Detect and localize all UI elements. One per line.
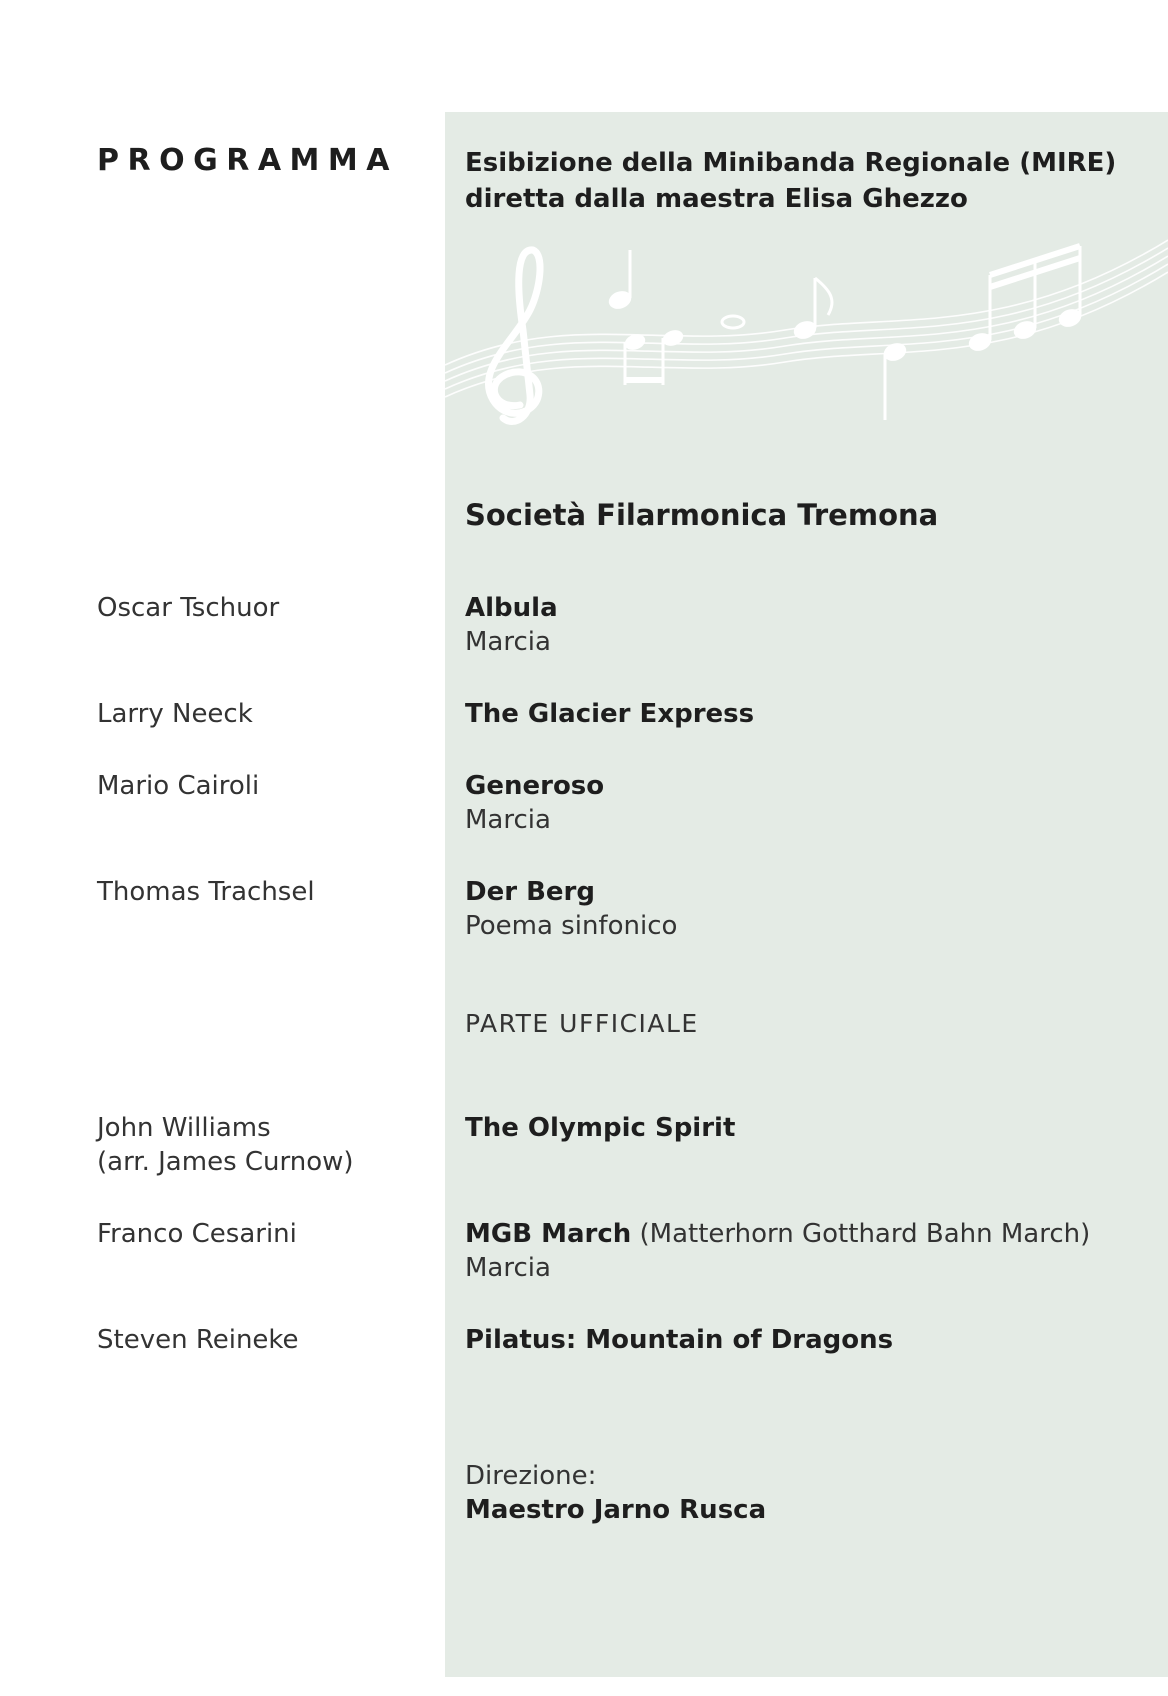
piece-subtitle: Marcia (465, 627, 551, 657)
piece-title: Albula (465, 593, 558, 623)
conductor-name: Maestro Jarno Rusca (465, 1495, 767, 1525)
piece (465, 769, 604, 837)
piece-title: Der Berg (465, 877, 595, 907)
piece (465, 1323, 893, 1357)
piece-subtitle: Marcia (465, 805, 551, 835)
page-title: PROGRAMMA (97, 143, 398, 178)
piece-title: Generoso (465, 771, 605, 801)
composer: Mario Cairoli (97, 771, 260, 801)
piece-title-note: (Matterhorn Gotthard Bahn March) (631, 1219, 1091, 1249)
composer: Steven Reineke (97, 1325, 299, 1355)
composer: Franco Cesarini (97, 1219, 297, 1249)
composer (97, 1111, 354, 1179)
piece-subtitle: Poema sinfonico (465, 911, 678, 941)
piece (465, 591, 558, 659)
piece-title: Pilatus: Mountain of Dragons (465, 1325, 894, 1355)
piece (465, 875, 677, 943)
piece-title: MGB March (465, 1219, 632, 1249)
piece-subtitle: Marcia (465, 1253, 551, 1283)
direction-block (465, 1459, 766, 1527)
piece (465, 697, 754, 731)
piece (465, 1111, 735, 1145)
piece-title: The Glacier Express (465, 699, 755, 729)
music-staff-icon (445, 230, 1168, 450)
composer: Larry Neeck (97, 699, 253, 729)
intro-line-1: Esibizione della Minibanda Regionale (MIRE) (465, 148, 1117, 178)
composer: Thomas Trachsel (97, 877, 315, 907)
composer: Oscar Tschuor (97, 593, 280, 623)
section-label-official: PARTE UFFICIALE (465, 1009, 699, 1038)
direction-label: Direzione: (465, 1461, 597, 1491)
composer-note: (arr. James Curnow) (97, 1147, 354, 1177)
society-name: Società Filarmonica Tremona (465, 498, 939, 532)
intro-block (465, 145, 1116, 217)
piece-title: The Olympic Spirit (465, 1113, 736, 1143)
intro-line-2: diretta dalla maestra Elisa Ghezzo (465, 184, 968, 214)
piece (465, 1217, 1090, 1285)
composer-name: John Williams (97, 1113, 271, 1143)
